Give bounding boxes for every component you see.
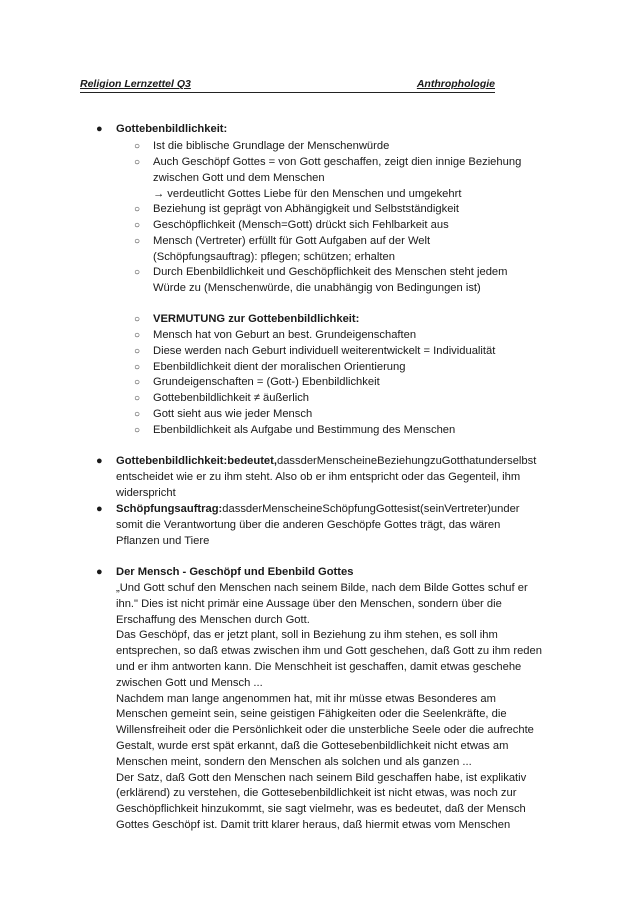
header-course-title: Religion Lernzettel Q3 [80,78,191,90]
list-item: Mensch hat von Geburt an best. Grundeigenschaften [153,329,417,341]
circle-bullet-icon: ○ [134,377,141,388]
list-item: Diese werden nach Geburt individuell weiterentwickelt = Individualität [153,345,496,357]
list-item: Mensch (Vertreter) erfüllt für Gott Aufgaben auf der Welt (Schöpfungsauftrag): pflegen; schützen; erhalten [153,235,431,263]
list-item: Ebenbildlichkeit dient der moralischen Orientierung [153,361,406,373]
page-header [80,78,495,93]
circle-bullet-icon: ○ [134,204,141,215]
circle-bullet-icon: ○ [134,425,141,436]
vermutung-title: VERMUTUNG zur Gottebenbildlichkeit: [153,313,360,325]
circle-bullet-icon: ○ [134,157,141,168]
list-item: Beziehung ist geprägt von Abhängigkeit und Selbstständigkeit [153,203,460,215]
bullet-icon: ● [96,503,103,515]
circle-bullet-icon: ○ [134,236,141,247]
circle-bullet-icon: ○ [134,362,141,373]
circle-bullet-icon: ○ [134,141,141,152]
header-topic-title: Anthrophologie [416,78,495,90]
list-item: Durch Ebenbildlichkeit und Geschöpflichkeit des Menschen steht jedem Würde zu (Menschenwürde, die unabhängig von Bedingungen ist) [153,266,508,294]
section-title-mensch: Der Mensch - Geschöpf und Ebenbild Gottes [116,566,354,578]
list-item: Geschöpflichkeit (Mensch=Gott) drückt sich Fehlbarkeit aus [153,219,449,231]
bullet-icon: ● [96,566,103,578]
section-title-gottebenbildlichkeit: Gottebenbildlichkeit: [116,123,228,135]
list-item: Gottebenbildlichkeit ≠ äußerlich [153,392,310,404]
definition-schoepfungsauftrag: Schöpfungsauftrag:dassderMenscheineSchöpfungGottesist(seinVertreter)under somit die Verantwortung über die anderen Geschöpfe Gottes trägt, das wären Pflanzen und Tiere [116,503,520,547]
circle-bullet-icon: ○ [134,393,141,404]
list-item: Ist die biblische Grundlage der Menschenwürde [153,140,390,152]
list-item: Auch Geschöpf Gottes = von Gott geschaffen, zeigt dien innige Beziehung zwischen Gott und dem Menschen → verdeutlicht Gottes Liebe für den Menschen und umgekehrt [153,156,522,200]
circle-bullet-icon: ○ [134,409,141,420]
definition-gottebenbildlichkeit: Gottebenbildlichkeit:bedeutet,dassderMenscheineBeziehungzuGotthatunderselbst entscheidet wie er zu ihm steht. Also ob er ihm entspricht oder das Gegenteil, ihm widerspricht [116,455,537,499]
circle-bullet-icon: ○ [134,220,141,231]
bullet-icon: ● [96,455,103,467]
list-item: Ebenbildlichkeit als Aufgabe und Bestimmung des Menschen [153,424,456,436]
list-item: Grundeigenschaften = (Gott-) Ebenbildlichkeit [153,376,380,388]
list-item: Gott sieht aus wie jeder Mensch [153,408,313,420]
circle-bullet-icon: ○ [134,314,141,325]
bullet-icon: ● [96,123,103,135]
circle-bullet-icon: ○ [134,267,141,278]
text-paragraph: „Und Gott schuf den Menschen nach seinem Bilde, nach dem Bilde Gottes schuf er ihn." Dies ist nicht primär eine Aussage über den Menschen, sondern über die Erschaffung des Menschen durch Gott. Das Geschöpf, das er jetzt plant, soll in Beziehung zu ihm stehen, es soll ihm entsprechen, so daß etwas zwischen ihm und Gott geschehen, daß Gott zu ihm reden und er ihm antworten kann. Die Menschheit ist geschaffen, damit etwas geschehe zwischen Gott und Mensch ... Nachdem man lange angenommen hat, mit ihr müsse etwas Besonderes am Menschen gemeint sein, seine geistigen Fähigkeiten oder die Seelenkräfte, die Willensfreiheit oder die Persönlichkeit oder die unsterbliche Seele oder die aufrechte Gestalt, wurde erst spät erkannt, daß die Gottesebenbildlichkeit nicht etwas am Menschen meint, sondern den Menschen als solchen und als ganzen ... Der Satz, daß Gott den Menschen nach seinem Bild geschaffen habe, ist explikativ (erklärend) zu verstehen, die Gottesebenbildlichkeit ist nicht etwas, was noch zur Geschöpflichkeit hinzukommt, sie sagt vielmehr, was es bedeutet, daß der Mensch Gottes Geschöpf ist. Damit tritt klarer heraus, daß hiermit etwas vom Menschen [116,582,542,831]
circle-bullet-icon: ○ [134,330,141,341]
circle-bullet-icon: ○ [134,346,141,357]
